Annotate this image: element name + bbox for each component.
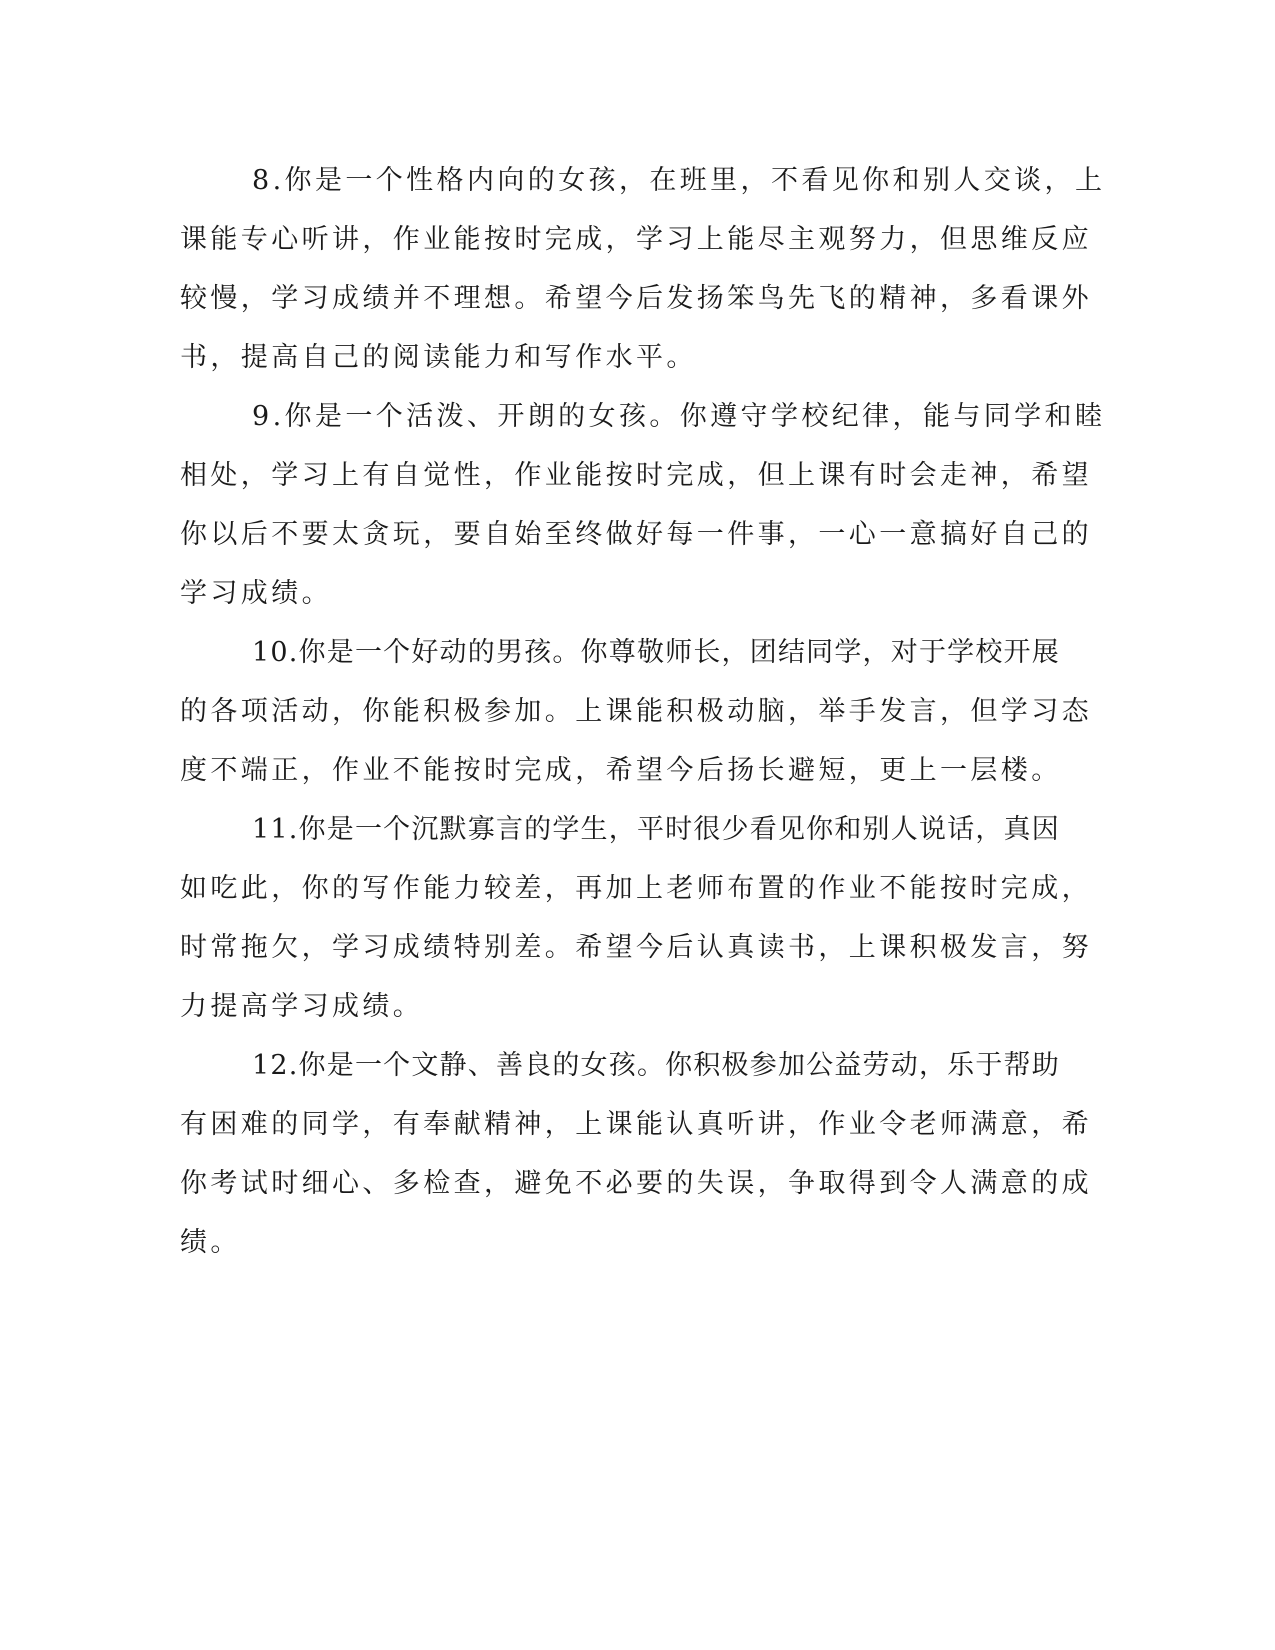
text-line: 度不端正，作业不能按时完成，希望今后扬长避短，更上一层楼。 xyxy=(180,755,1062,786)
paragraph-9 xyxy=(180,387,1106,623)
text-line: 的各项活动，你能积极参加。上课能积极动脑，举手发言，但学习态 xyxy=(180,696,1092,727)
text-line: 9.你是一个活泼、开朗的女孩。你遵守学校纪律，能与同学和睦 xyxy=(252,401,1106,432)
text-line: 学习成绩。 xyxy=(180,578,332,609)
text-line: 如吃此，你的写作能力较差，再加上老师布置的作业不能按时完成， xyxy=(180,873,1092,904)
text-line: 时常拖欠，学习成绩特别差。希望今后认真读书，上课积极发言，努 xyxy=(180,932,1092,963)
document-body xyxy=(180,151,1106,1272)
paragraph-12 xyxy=(180,1036,1092,1272)
text-line: 绩。 xyxy=(180,1227,241,1258)
text-line: 力提高学习成绩。 xyxy=(180,991,424,1022)
text-line: 你考试时细心、多检查，避免不必要的失误，争取得到令人满意的成 xyxy=(180,1168,1092,1199)
text-line: 11.你是一个沉默寡言的学生，平时很少看见你和别人说话，真因 xyxy=(252,814,1060,845)
text-line: 有困难的同学，有奉献精神，上课能认真听讲，作业令老师满意，希 xyxy=(180,1109,1092,1140)
text-line: 课能专心听讲，作业能按时完成，学习上能尽主观努力，但思维反应 xyxy=(180,224,1092,255)
text-line: 10.你是一个好动的男孩。你尊敬师长，团结同学，对于学校开展 xyxy=(252,637,1060,668)
paragraph-8 xyxy=(180,151,1106,387)
text-line: 书，提高自己的阅读能力和写作水平。 xyxy=(180,342,697,373)
text-line: 较慢，学习成绩并不理想。希望今后发扬笨鸟先飞的精神，多看课外 xyxy=(180,283,1092,314)
paragraph-10 xyxy=(180,623,1092,800)
text-line: 8.你是一个性格内向的女孩，在班里，不看见你和别人交谈，上 xyxy=(252,165,1106,196)
text-line: 相处，学习上有自觉性，作业能按时完成，但上课有时会走神，希望 xyxy=(180,460,1092,491)
text-line: 12.你是一个文静、善良的女孩。你积极参加公益劳动，乐于帮助 xyxy=(252,1050,1060,1081)
paragraph-11 xyxy=(180,800,1092,1036)
text-line: 你以后不要太贪玩，要自始至终做好每一件事，一心一意搞好自己的 xyxy=(180,519,1092,550)
